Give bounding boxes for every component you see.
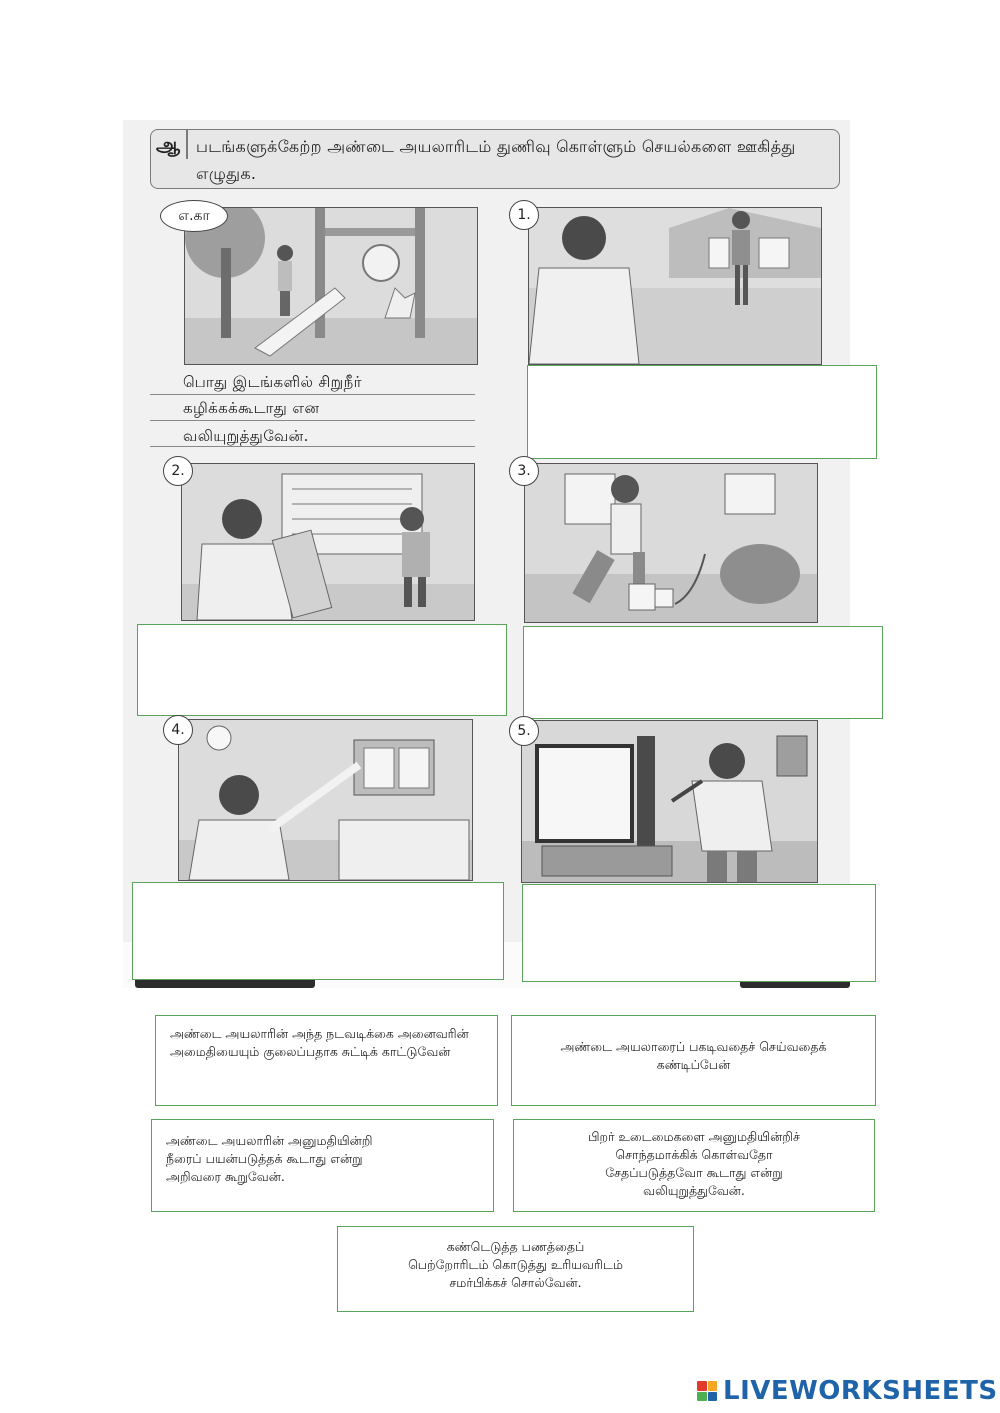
answer-option-3[interactable]: அண்டை அயலாரின் அனுமதியின்றி நீரைப் பயன்படுத்தக் கூடாது என்று அறிவரை கூறுவேன். bbox=[151, 1119, 494, 1212]
logo-square-green bbox=[697, 1392, 707, 1402]
answer-option-5[interactable]: கண்டெடுத்த பணத்தைப் பெற்றோரிடம் கொடுத்து உரியவரிடம் சமர்பிக்கச் சொல்வேன். bbox=[337, 1226, 694, 1312]
panel-number-2: 2. bbox=[163, 456, 193, 486]
panel-number-1: 1. bbox=[509, 200, 539, 230]
example-illustration bbox=[184, 207, 478, 365]
example-line-3: வலியுறுத்துவேன். bbox=[183, 427, 309, 445]
liveworksheets-brand bbox=[697, 1376, 998, 1406]
answer-drop-zone-4[interactable] bbox=[132, 882, 504, 980]
answer-drop-zone-5[interactable] bbox=[522, 884, 876, 982]
ruled-line bbox=[150, 394, 475, 395]
instruction-text: படங்களுக்கேற்ற அண்டை அயலாரிடம் துணிவு கொள்ளும் செயல்களை ஊகித்து எழுதுக. bbox=[196, 137, 796, 183]
panel-number-5: 5. bbox=[509, 716, 539, 746]
panel-2-illustration bbox=[181, 463, 475, 621]
panel-number-4: 4. bbox=[163, 715, 193, 745]
panel-3-illustration bbox=[524, 463, 818, 623]
example-tag: எ.கா bbox=[160, 200, 228, 232]
example-line-2: கழிக்கக்கூடாது என bbox=[183, 399, 320, 417]
answer-option-2[interactable]: அண்டை அயலாரைப் பகடிவதைச் செய்வதைக் கண்டிப்பேன் bbox=[511, 1015, 876, 1106]
answer-drop-zone-2[interactable] bbox=[137, 624, 507, 716]
instruction-divider bbox=[186, 129, 188, 159]
answer-option-1[interactable]: அண்டை அயலாரின் அந்த நடவடிக்கை அனைவரின் அமைதியையும் குலைப்பதாக சுட்டிக் காட்டுவேன் bbox=[155, 1015, 498, 1106]
answer-drop-zone-1[interactable] bbox=[527, 365, 877, 459]
panel-5-illustration bbox=[521, 720, 818, 883]
section-letter: ஆ bbox=[156, 134, 181, 156]
liveworksheets-logo-icon bbox=[697, 1381, 717, 1401]
brand-name: LIVEWORKSHEETS bbox=[723, 1376, 998, 1406]
answer-drop-zone-3[interactable] bbox=[523, 626, 883, 719]
logo-square-red bbox=[697, 1381, 707, 1391]
panel-1-illustration bbox=[528, 207, 822, 365]
panel-4-illustration bbox=[178, 719, 473, 881]
example-line-1: பொது இடங்களில் சிறுநீர் bbox=[183, 373, 362, 391]
ruled-line bbox=[150, 420, 475, 421]
answer-option-4[interactable]: பிறர் உடைமைகளை அனுமதியின்றிச் சொந்தமாக்கிக் கொள்வதோ சேதப்படுத்தவோ கூடாது என்று வலியுறுத்துவேன். bbox=[513, 1119, 875, 1212]
logo-square-blue bbox=[708, 1392, 718, 1402]
panel-number-3: 3. bbox=[509, 456, 539, 486]
logo-square-orange bbox=[708, 1381, 718, 1391]
ruled-line bbox=[150, 446, 475, 447]
